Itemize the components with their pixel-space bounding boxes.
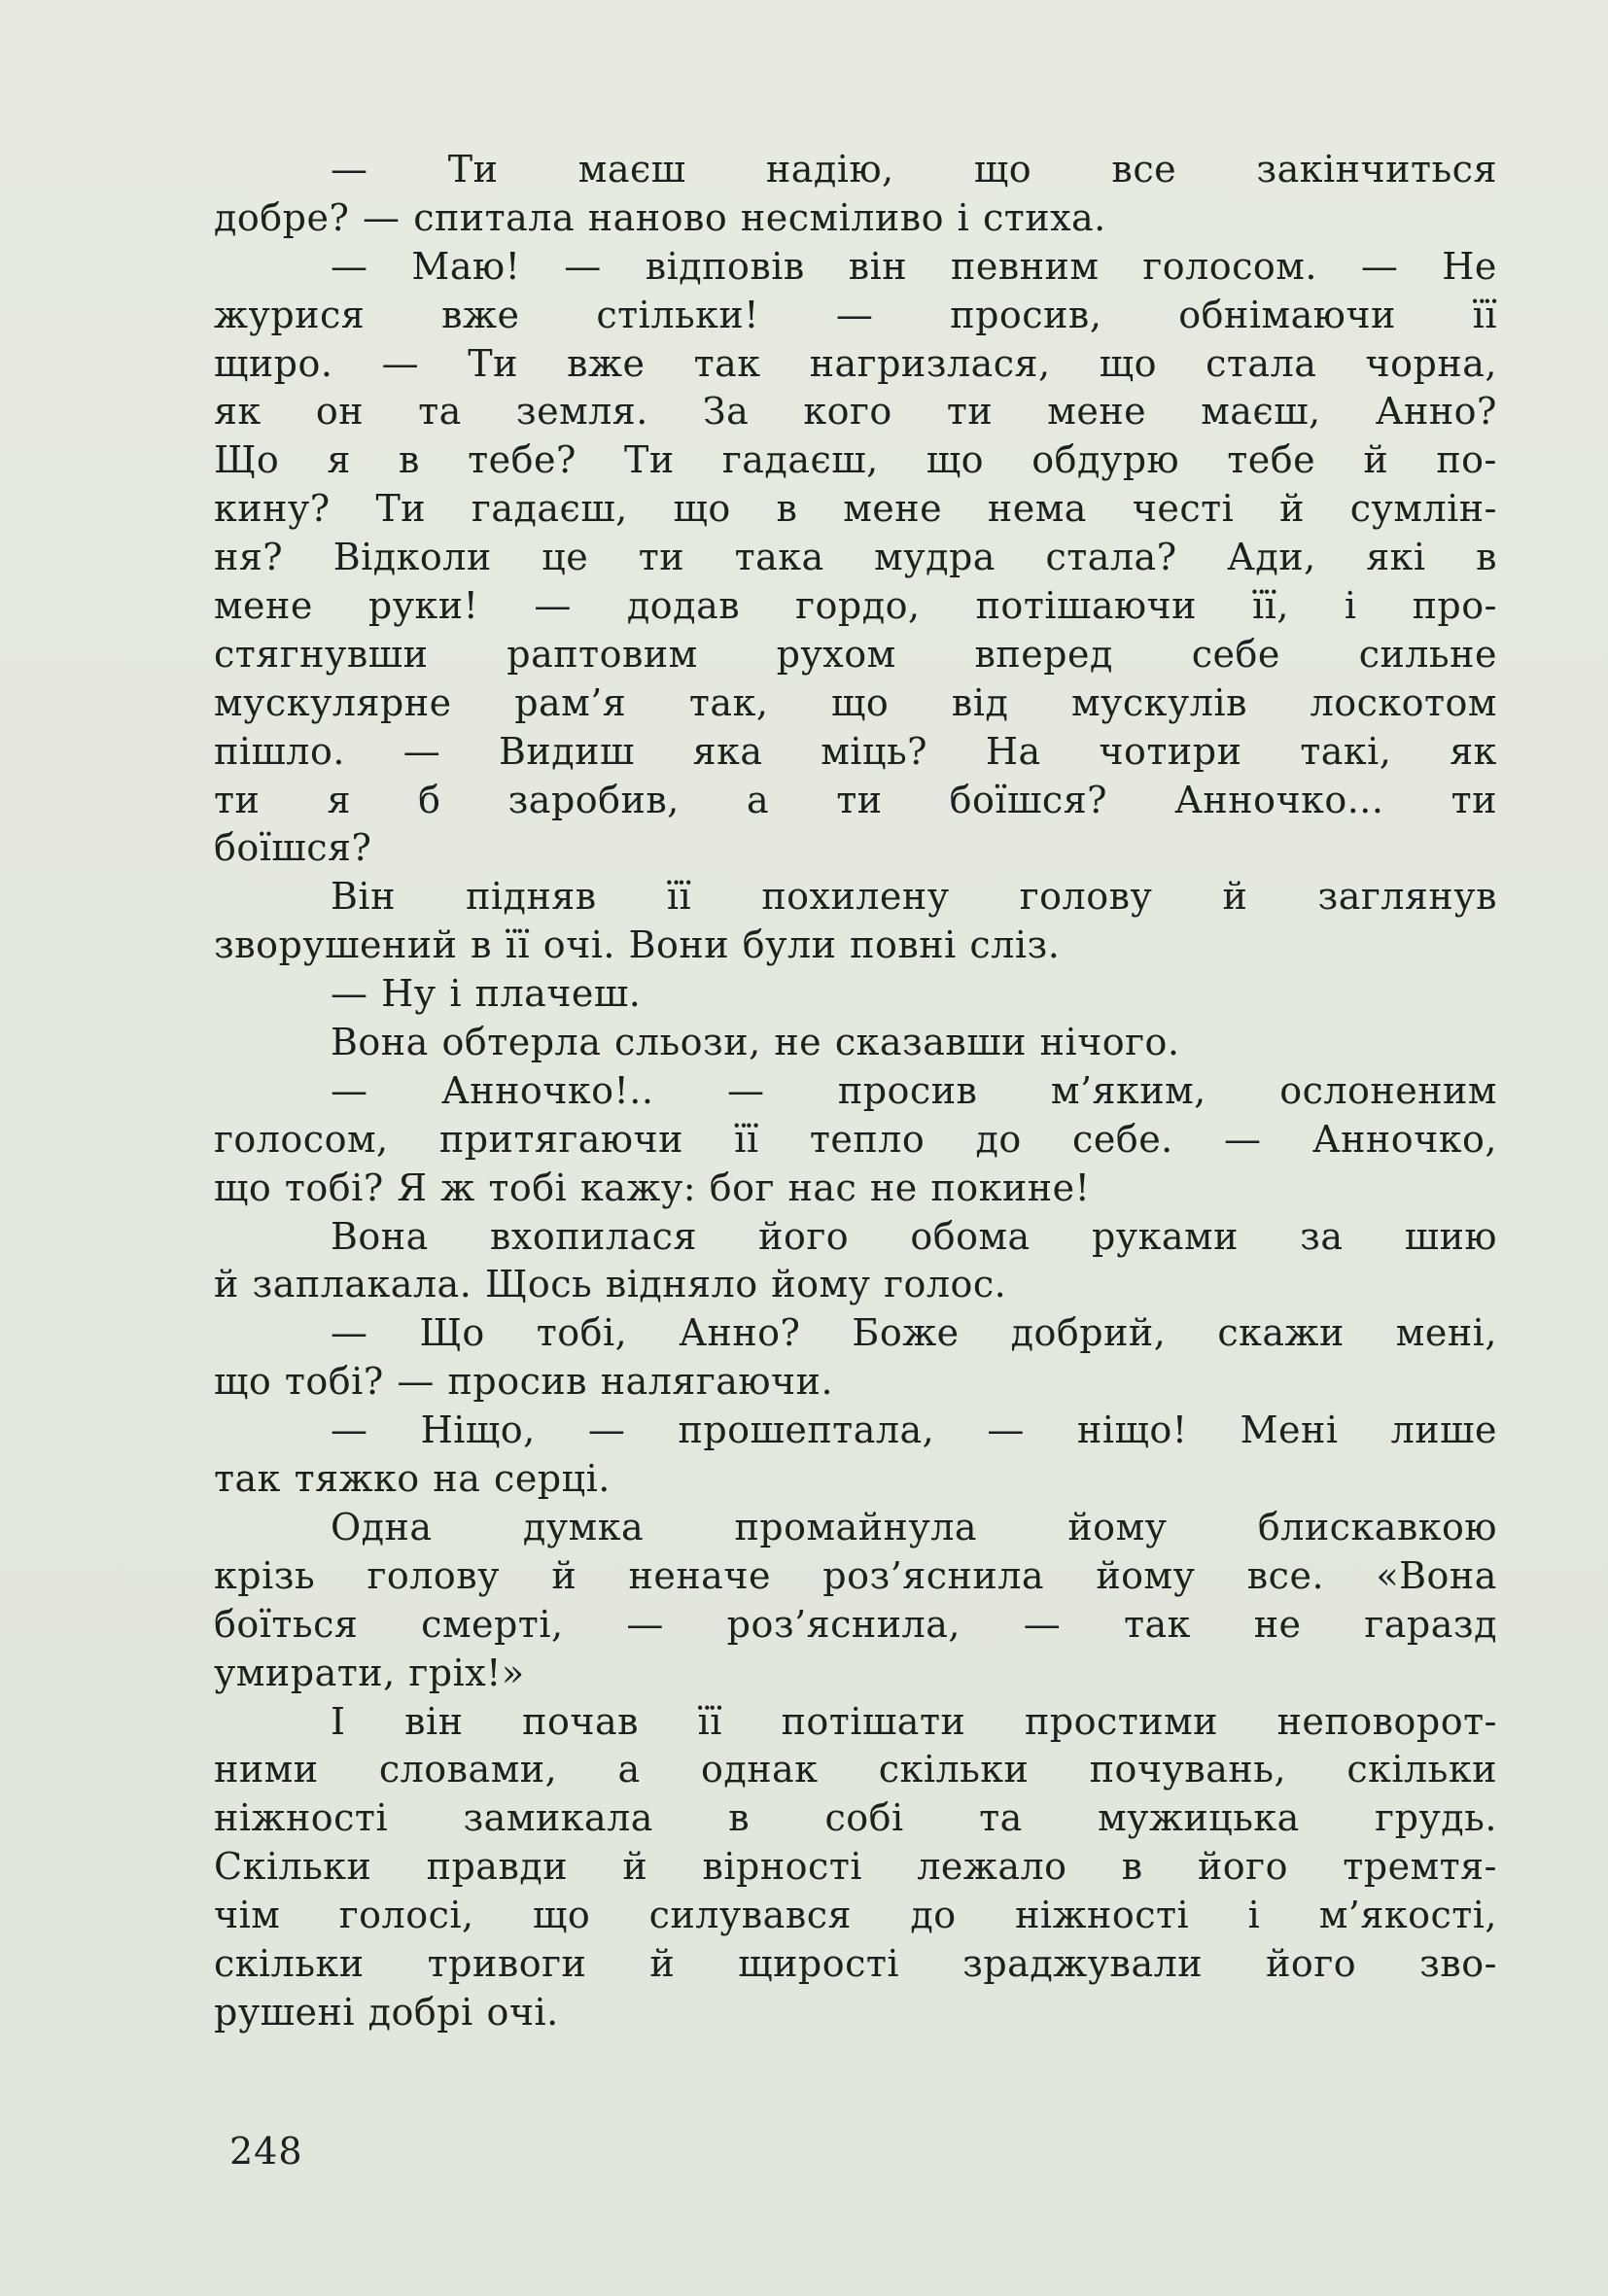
text-line: скільки тривоги й щирості зраджували його зво-	[214, 1941, 1497, 1985]
text-line: зворушений в її очі. Вони були повні сліз.	[214, 923, 1061, 967]
text-line: умирати, гріх!»	[214, 1651, 525, 1694]
text-line: боїться смерті, — роз’яснила, — так не гаразд	[214, 1602, 1497, 1646]
text-line: — Анночко!.. — просив м’яким, ослоненим	[331, 1068, 1497, 1112]
text-line: добре? — спитала наново несміливо і стиха.	[214, 195, 1106, 239]
text-line: так тяжко на серці.	[214, 1457, 611, 1501]
text-line: й заплакала. Щось відняло йому голос.	[214, 1263, 1007, 1306]
text-line: голосом, притягаючи її тепло до себе. — Анночко,	[214, 1117, 1497, 1161]
text-line: Вона вхопилася його обома руками за шию	[331, 1214, 1497, 1258]
page-number: 248	[229, 2130, 303, 2173]
text-line: що тобі? — просив налягаючи.	[214, 1360, 834, 1404]
text-line: Він підняв її похилену голову й заглянув	[331, 875, 1497, 919]
text-line: стягнувши раптовим рухом вперед себе сильне	[214, 632, 1497, 676]
text-line: боїшся?	[214, 826, 372, 870]
text-line: крізь голову й неначе роз’яснила йому все. «Вона	[214, 1553, 1497, 1597]
text-line: кину? Ти гадаєш, що в мене нема честі й сумлін-	[214, 487, 1497, 531]
text-line: пішло. — Видиш яка міць? На чотири такі, як	[214, 729, 1497, 773]
text-line: І він почав її потішати простими неповорот-	[331, 1699, 1497, 1743]
text-line: Одна думка промайнула йому блискавкою	[331, 1505, 1497, 1548]
text-line: мене руки! — додав гордо, потішаючи її, і про-	[214, 584, 1497, 628]
text-line: як он та земля. За кого ти мене маєш, Анно?	[214, 390, 1497, 434]
text-line: Скільки правди й вірності лежало в його тремтя-	[214, 1845, 1497, 1889]
text-line: чім голосі, що силувався до ніжності і м’якості,	[214, 1894, 1497, 1937]
text-line: — Ну і плачеш.	[331, 972, 642, 1016]
body-text	[214, 146, 1497, 2037]
text-line: щиро. — Ти вже так нагризлася, що стала чорна,	[214, 341, 1497, 385]
text-line: — Ти маєш надію, що все закінчиться	[331, 148, 1497, 191]
text-line: ніжності замикала в собі та мужицька грудь.	[214, 1796, 1497, 1840]
text-line: — Маю! — відповів він певним голосом. — Не	[331, 244, 1497, 288]
text-line: ти я б заробив, а ти боїшся? Анночко... ти	[214, 778, 1497, 821]
text-line: ними словами, а однак скільки почувань, скільки	[214, 1748, 1497, 1792]
text-line: Вона обтерла сльози, не сказавши нічого.	[331, 1021, 1180, 1064]
text-line: Що я в тебе? Ти гадаєш, що обдурю тебе й по-	[214, 438, 1497, 482]
text-line: — Ніщо, — прошептала, — ніщо! Мені лише	[331, 1409, 1497, 1452]
text-line: що тобі? Я ж тобі кажу: бог нас не покине!	[214, 1165, 1091, 1209]
text-line: ня? Відколи це ти така мудра стала? Ади, які в	[214, 536, 1497, 579]
text-line: мускулярне рам’я так, що від мускулів лоскотом	[214, 680, 1497, 724]
text-line: — Що тобі, Анно? Боже добрий, скажи мені,	[331, 1311, 1497, 1355]
text-line: журися вже стільки! — просив, обнімаючи її	[214, 293, 1497, 336]
text-line: рушені добрі очі.	[214, 1990, 559, 2034]
